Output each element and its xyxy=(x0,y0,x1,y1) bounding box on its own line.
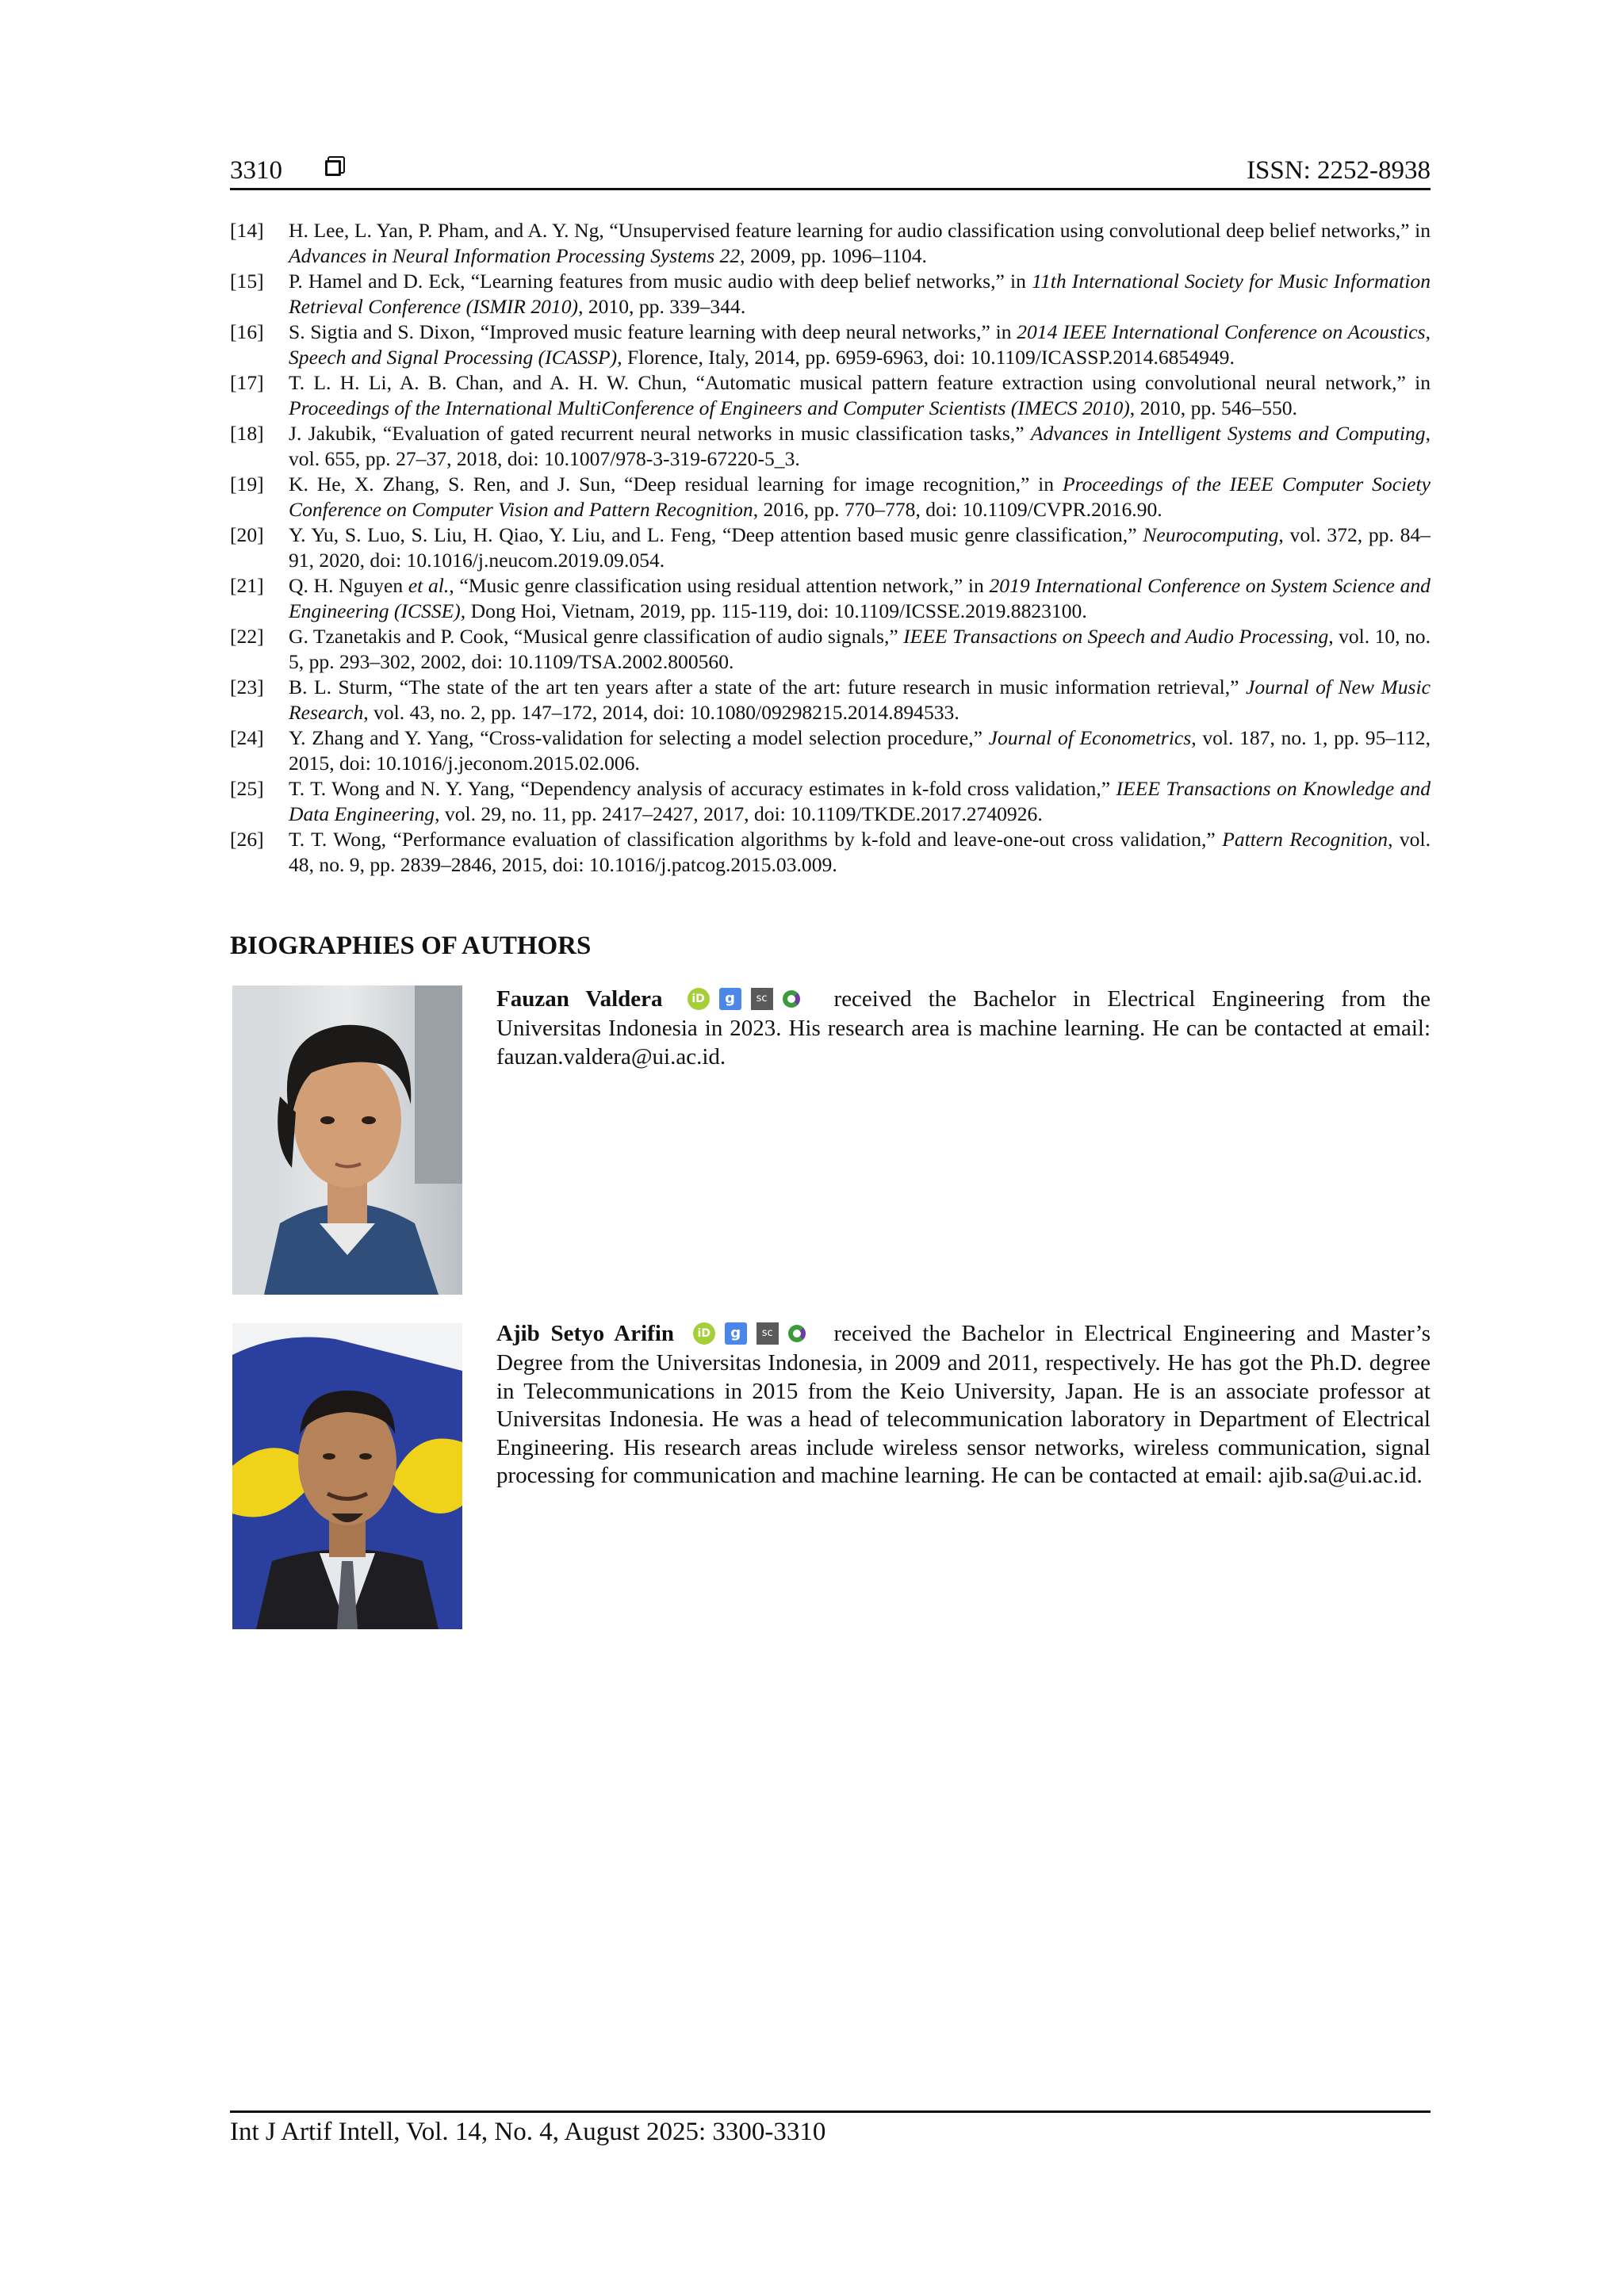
reference-text xyxy=(289,726,1431,775)
google-scholar-icon[interactable]: g xyxy=(719,988,741,1010)
author-photo-fauzan xyxy=(232,985,462,1295)
reference-text xyxy=(289,828,1431,876)
reference-italic: Journal of Econometrics xyxy=(988,726,1192,749)
reference-italic: IEEE Transactions on Knowledge and Data Engineering xyxy=(289,777,1431,825)
reference-segment: B. L. Sturm, “The state of the art ten years after a state of the art: future research in music information retrieval,” xyxy=(289,675,1246,698)
reference-text xyxy=(289,675,1431,724)
reference-item xyxy=(230,472,1431,522)
profile-icons xyxy=(693,1322,815,1350)
publons-icon[interactable] xyxy=(788,1325,806,1342)
reference-item xyxy=(230,522,1431,573)
page-header xyxy=(230,152,1431,190)
page-number: 3310 xyxy=(230,156,282,185)
reference-segment: T. T. Wong, “Performance evaluation of classification algorithms by k-fold and leave-one-out cross validation,” xyxy=(289,828,1223,851)
reference-segment: J. Jakubik, “Evaluation of gated recurrent neural networks in music classification tasks,” xyxy=(289,422,1031,445)
reference-item xyxy=(230,218,1431,269)
reference-number: [26] xyxy=(230,828,264,851)
reference-number: [18] xyxy=(230,422,264,445)
orcid-icon[interactable]: iD xyxy=(693,1322,715,1345)
reference-number: [17] xyxy=(230,371,264,394)
reference-text xyxy=(289,777,1431,825)
reference-number: [24] xyxy=(230,726,264,749)
reference-segment: P. Hamel and D. Eck, “Learning features from music audio with deep belief networks,” in xyxy=(289,270,1032,293)
profile-icons xyxy=(688,987,810,1016)
reference-segment: , vol. 187, no. 1, pp. 95–112, 2015, doi: 10.1016/j.jeconom.2015.02.006. xyxy=(289,726,1431,775)
reference-segment: , 2016, pp. 770–778, doi: 10.1109/CVPR.2016.90. xyxy=(753,498,1162,521)
reference-italic: 11th International Society for Music Information Retrieval Conference (ISMIR 2010) xyxy=(289,270,1431,318)
reference-italic: IEEE Transactions on Speech and Audio Processing xyxy=(903,625,1329,648)
reference-italic: et al. xyxy=(408,574,450,597)
reference-item xyxy=(230,370,1431,421)
reference-segment: T. L. H. Li, A. B. Chan, and A. H. W. Chun, “Automatic musical pattern feature extraction using convolutional neural network,” in xyxy=(289,371,1431,394)
reference-italic: Advances in Intelligent Systems and Computing xyxy=(1030,422,1426,445)
reference-segment: H. Lee, L. Yan, P. Pham, and A. Y. Ng, “Unsupervised feature learning for audio classification using convolutional deep belief networks,” in xyxy=(289,219,1431,242)
reference-number: [25] xyxy=(230,777,264,800)
reference-text xyxy=(289,270,1431,318)
reference-italic: Advances in Neural Information Processing Systems 22 xyxy=(289,244,741,267)
reference-item xyxy=(230,675,1431,725)
reference-italic: Proceedings of the IEEE Computer Society Conference on Computer Vision and Pattern Recognition xyxy=(289,473,1431,521)
author-bio-text-2 xyxy=(496,1320,1431,1490)
reference-segment: , vol. 10, no. 5, pp. 293–302, 2002, doi: 10.1109/TSA.2002.800560. xyxy=(289,625,1431,673)
author-name: Ajib Setyo Arifin xyxy=(496,1321,675,1346)
author-bio-text-1 xyxy=(496,985,1431,1071)
reference-text xyxy=(289,371,1431,419)
reference-number: [19] xyxy=(230,473,264,496)
reference-text xyxy=(289,320,1431,369)
reference-text xyxy=(289,625,1431,673)
reference-text xyxy=(289,523,1431,572)
reference-item xyxy=(230,776,1431,827)
reference-text xyxy=(289,219,1431,267)
reference-number: [22] xyxy=(230,625,264,648)
reference-item xyxy=(230,624,1431,675)
reference-italic: Neurocomputing xyxy=(1143,523,1279,546)
reference-number: [21] xyxy=(230,574,264,597)
reference-segment: , vol. 48, no. 9, pp. 2839–2846, 2015, doi: 10.1016/j.patcog.2015.03.009. xyxy=(289,828,1431,876)
reference-segment: T. T. Wong and N. Y. Yang, “Dependency analysis of accuracy estimates in k-fold cross validation,” xyxy=(289,777,1116,800)
issn-label: ISSN: 2252-8938 xyxy=(1247,156,1431,185)
biographies-heading: BIOGRAPHIES OF AUTHORS xyxy=(230,932,592,960)
reference-item xyxy=(230,827,1431,878)
author-bio-body: received the Bachelor in Electrical Engineering and Master’s Degree from the Universitas Indonesia, in 2009 and 2011, respectively. He has got the Ph.D. degree in Telecommunications in 2015 from the Keio University, Japan. He is an associate professor at Universitas Indonesia. He was a head of telecommunication laboratory in Department of Electrical Engineering. His research areas include wireless sensor networks, wireless communication, signal processing for communication and machine learning. He can be contacted at email: ajib.sa@ui.ac.id. xyxy=(496,1321,1431,1489)
reference-segment: , vol. 655, pp. 27–37, 2018, doi: 10.1007/978-3-319-67220-5_3. xyxy=(289,422,1431,470)
orcid-icon[interactable]: iD xyxy=(688,988,710,1010)
reference-segment: Florence, Italy, 2014, pp. 6959-6963, doi: 10.1109/ICASSP.2014.6854949. xyxy=(622,346,1235,369)
reference-segment: G. Tzanetakis and P. Cook, “Musical genre classification of audio signals,” xyxy=(289,625,904,648)
checkbox-square-icon xyxy=(325,160,341,176)
reference-segment: , vol. 372, pp. 84–91, 2020, doi: 10.1016/j.neucom.2019.09.054. xyxy=(289,523,1431,572)
reference-number: [23] xyxy=(230,675,264,698)
reference-segment: , 2010, pp. 339–344. xyxy=(578,295,746,318)
reference-number: [14] xyxy=(230,219,264,242)
google-scholar-icon[interactable]: g xyxy=(725,1322,747,1345)
reference-item xyxy=(230,725,1431,776)
reference-segment: , 2010, pp. 546–550. xyxy=(1129,396,1297,419)
reference-number: [15] xyxy=(230,270,264,293)
reference-text xyxy=(289,574,1431,622)
reference-segment: Y. Yu, S. Luo, S. Liu, H. Qiao, Y. Liu, and L. Feng, “Deep attention based music genre classification,” xyxy=(289,523,1143,546)
author-bio-body: received the Bachelor in Electrical Engineering from the Universitas Indonesia in 2023. His research area is machine learning. He can be contacted at email: fauzan.valdera@ui.ac.id. xyxy=(496,986,1431,1070)
reference-segment: , vol. 43, no. 2, pp. 147–172, 2014, doi: 10.1080/09298215.2014.894533. xyxy=(363,701,959,724)
reference-italic: 2014 IEEE International Conference on Acoustics, Speech and Signal Processing (ICASSP), xyxy=(289,320,1431,369)
reference-item xyxy=(230,573,1431,624)
scopus-icon[interactable]: sc xyxy=(756,1322,779,1345)
reference-segment: , vol. 29, no. 11, pp. 2417–2427, 2017, doi: 10.1109/TKDE.2017.2740926. xyxy=(435,802,1043,825)
reference-segment: S. Sigtia and S. Dixon, “Improved music feature learning with deep neural networks,” in xyxy=(289,320,1017,343)
author-photo-ajib xyxy=(232,1323,462,1629)
reference-number: [20] xyxy=(230,523,264,546)
scopus-icon[interactable]: sc xyxy=(751,988,773,1010)
reference-item xyxy=(230,269,1431,320)
reference-item xyxy=(230,421,1431,472)
reference-italic: 2019 International Conference on System Science and Engineering (ICSSE), xyxy=(289,574,1431,622)
reference-italic: Proceedings of the International MultiConference of Engineers and Computer Scientists (IMECS 2010) xyxy=(289,396,1130,419)
reference-item xyxy=(230,320,1431,370)
reference-segment: , 2009, pp. 1096–1104. xyxy=(740,244,927,267)
reference-list xyxy=(230,218,1431,878)
reference-italic: Journal of New Music Research xyxy=(289,675,1431,724)
reference-text xyxy=(289,422,1431,470)
reference-segment: Dong Hoi, Vietnam, 2019, pp. 115-119, doi: 10.1109/ICSSE.2019.8823100. xyxy=(465,599,1087,622)
reference-number: [16] xyxy=(230,320,264,343)
author-name: Fauzan Valdera xyxy=(496,986,663,1012)
reference-italic: Pattern Recognition xyxy=(1222,828,1388,851)
reference-segment: Y. Zhang and Y. Yang, “Cross-validation for selecting a model selection procedure,” xyxy=(289,726,989,749)
reference-text xyxy=(289,473,1431,521)
reference-segment: , “Music genre classification using residual attention network,” in xyxy=(449,574,990,597)
reference-segment: Q. H. Nguyen xyxy=(289,574,408,597)
page-footer: Int J Artif Intell, Vol. 14, No. 4, August 2025: 3300-3310 xyxy=(230,2110,1431,2145)
reference-segment: K. He, X. Zhang, S. Ren, and J. Sun, “Deep residual learning for image recognition,” in xyxy=(289,473,1063,496)
publons-icon[interactable] xyxy=(783,990,800,1008)
